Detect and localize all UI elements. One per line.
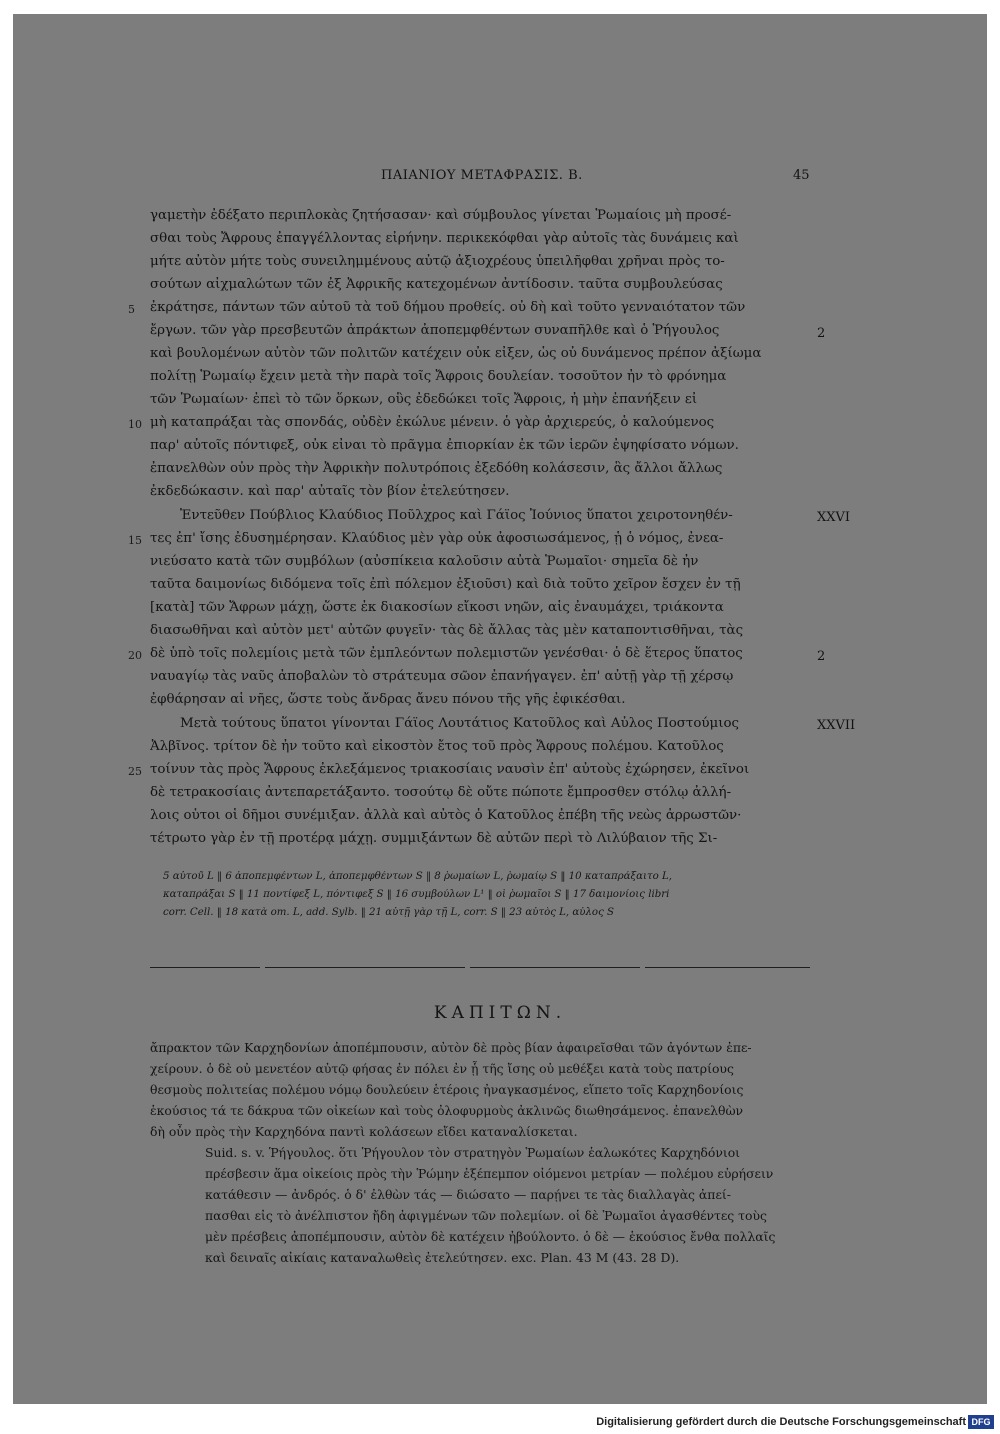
footnote-line: 5 αὐτοῦ L ‖ 6 ἀποπεμφέντων L, ἀποπεμφθέντων S ‖ 8 ῥωμαίων L, ῥωμαίῳ S ‖ 10 καταπράξαιτο L, [163,871,673,882]
separator-rule [265,967,465,968]
text-line: Ἀλβῖνος. τρίτον δὲ ἦν τοῦτο καὶ εἰκοστὸν ἔτος τοῦ πρὸς Ἄφρους πολέμου. Κατοῦλος [150,739,724,754]
separator-rule [150,967,260,968]
line-number: 25 [128,765,142,778]
line-number: 10 [128,418,142,431]
kapiton-line: χείρουν. ὁ δὲ οὐ μενετέον αὐτῷ φήσας ἐν πόλει ἐν ᾗ τῆς ἴσης οὐ μεθέξει κατὰ τοὺς πατρίους [150,1061,734,1076]
kapiton-line: ἄπρακτον τῶν Καρχηδονίων ἀποπέμπουσιν, αὐτὸν δὲ πρὸς βίαν ἀφαιρεῖσθαι τῶν ἀγόντων ἐπε- [150,1040,752,1055]
kapiton-line: μὲν πρέσβεις ἀποπέμπουσιν, αὐτὸν δὲ κατέχειν ἠβούλοντο. ὁ δὲ — ἑκούσιος ἔνθα πολλαῖς [205,1229,776,1244]
text-line: ταῦτα δαιμονίως διδόμενα τοῖς ἐπὶ πόλεμον ἐξιοῦσι) καὶ διὰ τοῦτο χεῖρον ἔσχεν ἐν τῇ [150,577,741,592]
text-line: γαμετὴν ἐδέξατο περιπλοκὰς ζητήσασαν· καὶ σύμβουλος γίνεται Ῥωμαίοις μὴ προσέ- [150,208,732,223]
dfg-logo: DFG [968,1415,994,1429]
page-number: 45 [793,168,810,183]
line-number: 15 [128,534,142,547]
text-line: τες ἐπ' ἴσης ἐδυσημέρησαν. Κλαύδιος μὲν γὰρ οὐκ ἀφοσιωσάμενος, ᾗ ὁ νόμος, ἐνεα- [150,531,724,546]
text-line: ἐκράτησε, πάντων τῶν αὐτοῦ τὰ τοῦ δήμου προθείς. οὐ δὴ καὶ τοῦτο γενναιότατον τῶν [150,300,746,315]
text-line: μήτε αὐτὸν μήτε τοὺς συνειλημμένους αὐτῷ ἀξιοχρέους ὑπειλῆφθαι χρῆναι πρὸς το- [150,254,725,269]
kapiton-line: δὴ οὖν πρὸς τὴν Καρχηδόνα παντὶ κολάσεων εἴδει καταναλίσκεται. [150,1124,578,1139]
text-line: τέτρωτο γὰρ ἐν τῇ προτέρᾳ μάχῃ. συμμιξάντων δὲ αὐτῶν περὶ τὸ Λιλύβαιον τῆς Σι- [150,831,718,846]
text-line: καὶ βουλομένων αὐτὸν τῶν πολιτῶν κατέχειν οὐκ εἶξεν, ὡς οὐ δυνάμενος πρέπον ἀξίωμα [150,346,762,361]
separator-rule [470,967,640,968]
text-line: νιεύσατο κατὰ τῶν συμβόλων (αὐσπίκεια καλοῦσιν αὐτὰ Ῥωμαῖοι· σημεῖα δὲ ἦν [150,554,699,569]
margin-note: XXVI [817,510,851,525]
text-line: δὲ τετρακοσίαις ἀντεπαρετάξαντο. τοσούτῳ δὲ οὔτε πώποτε ἔμπροσθεν στόλῳ ἀλλή- [150,785,732,800]
text-line: ἔργων. τῶν γὰρ πρεσβευτῶν ἀπράκτων ἀποπεμφθέντων συναπῆλθε καὶ ὁ Ῥήγουλος [150,323,720,338]
kapiton-line: καὶ δειναῖς αἰκίαις καταναλωθεὶς ἐτελεύτησεν. exc. Plan. 43 M (43. 28 D). [205,1250,680,1265]
text-line: διασωθῆναι καὶ αὐτὸν μετ' αὐτῶν φυγεῖν· τὰς δὲ ἄλλας τὰς μὲν καταποντισθῆναι, τὰς [150,623,744,638]
footnote-line: corr. Cell. ‖ 18 κατὰ om. L, add. Sylb. ‖ 21 αὐτῇ γὰρ τῇ L, corr. S ‖ 23 αὐτὸς L, αὖλος S [163,907,614,918]
kapiton-line: πρέσβεσιν ἅμα οἰκείοις πρὸς τὴν Ῥώμην ἐξέπεμπον οἰόμενοι μετρίαν — πολέμου εὑρήσειν [205,1166,774,1181]
text-line: Μετὰ τούτους ὕπατοι γίνονται Γάϊος Λουτάτιος Κατοῦλος καὶ Αὖλος Ποστούμιος [180,716,740,731]
separator-rule [645,967,810,968]
text-line: σθαι τοὺς Ἄφρους ἐπαγγέλλοντας εἰρήνην. περικεκόφθαι γὰρ αὐτοῖς τὰς δυνάμεις καὶ [150,231,739,246]
text-line: ἐφθάρησαν αἱ νῆες, ὥστε τοὺς ἄνδρας ἄνευ πόνου τῆς γῆς ἐφικέσθαι. [150,692,626,707]
kapiton-line: ἑκούσιος τά τε δάκρυα τῶν οἰκείων καὶ τοὺς ὀλοφυρμοὺς ἀκλινῶς διωθησάμενος. ἐπανελθὼν [150,1103,744,1118]
text-line: [κατὰ] τῶν Ἄφρων μάχῃ, ὥστε ἐκ διακοσίων εἴκοσι νηῶν, αἷς ἐναυμάχει, τριάκοντα [150,600,724,615]
margin-note: XXVII [817,718,856,733]
kapiton-line: κατάθεσιν — ἀνδρός. ὁ δ' ἐλθὼν τάς — διώσατο — παρῄνει τε τὰς διαλλαγὰς ἀπεί- [205,1187,731,1202]
text-line: μὴ καταπράξαι τὰς σπονδάς, οὐδὲν ἐκώλυε μένειν. ὁ γὰρ ἀρχιερεύς, ὁ καλούμενος [150,415,715,430]
kapiton-line: Suid. s. v. Ῥήγουλος. ὅτι Ῥήγουλον τὸν στρατηγὸν Ῥωμαίων ἑαλωκότες Καρχηδόνιοι [205,1145,741,1160]
text-line: τῶν Ῥωμαίων· ἐπεὶ τὸ τῶν ὅρκων, οὓς ἐδεδώκει τοῖς Ἄφροις, ἦ μὴν ἐπανήξειν εἰ [150,392,698,407]
text-line: παρ' αὐτοῖς πόντιφεξ, οὐκ εἶναι τὸ πρᾶγμα ἐπιορκίαν ἐκ τῶν ἱερῶν ἐψηφίσατο νόμων. [150,438,739,453]
footnote-line: καταπράξαι S ‖ 11 ποντίφεξ L, πόντιφεξ S ‖ 16 συμβούλων L¹ ‖ οἱ ῥωμαῖοι S ‖ 17 δαιμονίοις libri [163,889,670,900]
text-line: πολίτῃ Ῥωμαίῳ ἔχειν μετὰ τὴν παρὰ τοῖς Ἄφροις δουλείαν. τοσοῦτον ἦν τὸ φρόνημα [150,369,727,384]
margin-note: 2 [817,326,826,341]
footer-credit: Digitalisierung gefördert durch die Deutsche Forschungsgemeinschaft [596,1416,966,1428]
running-title: ΠΑΙΑΝΙΟΥ ΜΕΤΑΦΡΑΣΙΣ. Β. [381,168,583,183]
section-title: ΚΑΠΙΤΩΝ. [433,1003,567,1023]
text-line: Ἐντεῦθεν Πούβλιος Κλαύδιος Ποῦλχρος καὶ Γάϊος Ἰούνιος ὕπατοι χειροτονηθέν- [180,508,733,523]
text-line: ἐκδεδώκασιν. καὶ παρ' αὐταῖς τὸν βίον ἐτελεύτησεν. [150,484,510,499]
text-line: τοίνυν τὰς πρὸς Ἄφρους ἐκλεξάμενος τριακοσίαις ναυσὶν ἐπ' αὐτοὺς ἐχώρησεν, ἐκεῖνοι [150,762,750,777]
line-number: 20 [128,649,142,662]
text-line: λοις οὗτοι οἱ δῆμοι συνέμιξαν. ἀλλὰ καὶ αὐτὸς ὁ Κατοῦλος ἐπέβη τῆς νεὼς ἀρρωστῶν· [150,808,742,823]
footer [0,1412,1000,1434]
margin-note: 2 [817,649,826,664]
text-line: ἐπανελθὼν οὖν πρὸς τὴν Ἀφρικὴν πολυτρόποις ἐξεδόθη κολάσεσιν, ἃς ἄλλοι ἄλλως [150,461,723,476]
text-line: ναυαγίῳ τὰς ναῦς ἀποβαλὼν τὸ στράτευμα σῶον ἐπανήγαγεν. ἐπ' αὐτῇ γὰρ τῇ χέρσῳ [150,669,734,684]
text-line: σούτων αἰχμαλώτων τῶν ἐξ Ἀφρικῆς κατεχομένων ἀντίδοσιν. ταῦτα συμβουλεύσας [150,277,723,292]
line-number: 5 [128,303,135,316]
text-line: δὲ ὑπὸ τοῖς πολεμίοις μετὰ τῶν ἐμπλεόντων πολεμιστῶν γενέσθαι· ὁ δὲ ἕτερος ὕπατος [150,646,743,661]
kapiton-line: θεσμοὺς πολιτείας πολέμου νόμῳ δουλεύειν ἑτέροις ἠναγκασμένος, εἵπετο τοῖς Καρχηδονίοις [150,1082,744,1097]
kapiton-line: πασθαι εἰς τὸ ἀνέλπιστον ἤδη ἀφιγμένων τῶν πολεμίων. οἱ δὲ Ῥωμαῖοι ἀγασθέντες τοὺς [205,1208,767,1223]
